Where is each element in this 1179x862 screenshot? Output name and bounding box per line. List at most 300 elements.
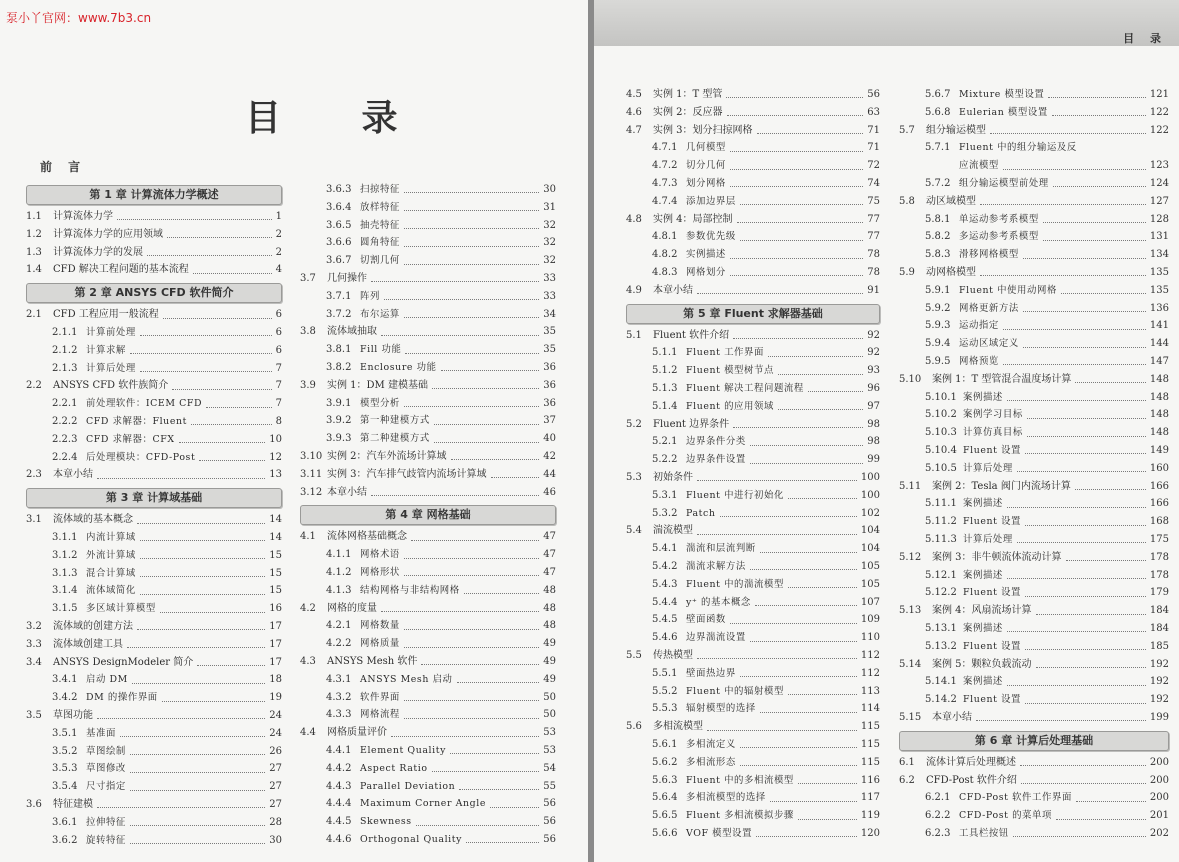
toc-entry-number: 1.4 xyxy=(26,264,42,276)
toc-entry-number: 5.6 xyxy=(626,721,642,733)
chapter-heading[interactable]: 第 4 章 网格基础 xyxy=(300,505,556,525)
toc-entry-title: 传热模型 xyxy=(653,650,693,661)
toc-entry-page: 37 xyxy=(543,415,556,427)
toc-entry-title: CFD 求解器：CFX xyxy=(86,433,175,445)
toc-leader-dots xyxy=(707,730,857,731)
toc-entry-page: 28 xyxy=(269,816,282,828)
toc-entry-number: 5.6.6 xyxy=(652,828,678,839)
toc-entry-5-3[interactable] xyxy=(626,469,880,487)
toc-entry-3-4-1[interactable] xyxy=(52,671,282,689)
toc-entry-number: 5.1.3 xyxy=(652,383,678,394)
toc-entry-number: 5.2 xyxy=(626,418,642,430)
toc-entry-page: 17 xyxy=(269,638,282,650)
toc-entry-page: 96 xyxy=(867,383,880,394)
toc-entry-title: 参数优先级 xyxy=(686,231,736,243)
toc-entry-page: 24 xyxy=(269,710,282,721)
toc-entry-4-5[interactable] xyxy=(626,86,880,104)
toc-entry-1-3[interactable] xyxy=(26,244,282,262)
toc-entry-5-4-3[interactable] xyxy=(652,576,880,594)
toc-entry-number: 5.10.1 xyxy=(925,391,957,403)
toc-entry-5-9-3[interactable] xyxy=(925,317,1169,335)
toc-leader-dots xyxy=(137,629,265,630)
toc-leader-dots xyxy=(778,374,863,375)
toc-entry-4-4-4[interactable] xyxy=(326,795,556,813)
toc-entry-page: 178 xyxy=(1149,551,1169,563)
toc-entry-5-13-2[interactable] xyxy=(925,638,1169,656)
toc-entry-page: 49 xyxy=(543,638,556,650)
toc-entry-number: 5.3 xyxy=(626,472,642,483)
toc-entry-page: 179 xyxy=(1149,587,1169,599)
toc-entry-5-5-1[interactable] xyxy=(652,665,880,683)
toc-entry-4-2[interactable] xyxy=(300,600,556,618)
toc-entry-number: 5.14 xyxy=(899,658,922,670)
toc-entry-title: Fluent 边界条件 xyxy=(653,418,730,430)
toc-entry-title: 组分输运模型前处理 xyxy=(959,178,1049,189)
toc-entry-page: 115 xyxy=(860,721,880,733)
toc-entry-5-11-2[interactable] xyxy=(925,513,1169,531)
toc-entry-4-7-1[interactable] xyxy=(652,139,880,157)
toc-leader-dots xyxy=(733,427,863,428)
toc-entry-title: 湍流求解方法 xyxy=(686,561,746,572)
toc-entry-4-9[interactable] xyxy=(626,282,880,300)
toc-entry-5-6-5[interactable] xyxy=(652,807,880,825)
toc-entry-5-6-7[interactable] xyxy=(925,86,1169,104)
toc-entry-5-6-1[interactable] xyxy=(652,736,880,754)
toc-entry-3-5[interactable] xyxy=(26,707,282,725)
toc-entry-5-4[interactable] xyxy=(626,522,880,540)
toc-entry-title: 布尔运算 xyxy=(360,308,400,320)
toc-entry-title: 实例 1：DM 建模基础 xyxy=(327,379,428,391)
toc-entry-number: 5.11.1 xyxy=(925,498,957,510)
toc-leader-dots xyxy=(1023,311,1146,312)
toc-entry-number: 5.12 xyxy=(899,551,922,563)
toc-leader-dots xyxy=(768,356,863,357)
toc-entry-5-2-1[interactable] xyxy=(652,433,880,451)
toc-entry-4-3-3[interactable] xyxy=(326,706,556,724)
toc-entry-5-10-5[interactable] xyxy=(925,460,1169,478)
toc-entry-6-2-3[interactable] xyxy=(925,825,1169,843)
toc-leader-dots xyxy=(1027,418,1146,419)
chapter-heading[interactable]: 第 1 章 计算流体力学概述 xyxy=(26,185,282,205)
toc-entry-2-2-3[interactable] xyxy=(52,431,282,449)
toc-entry-5-4-4[interactable] xyxy=(652,594,880,612)
toc-entry-3-7[interactable] xyxy=(300,270,556,288)
toc-entry-5-11[interactable] xyxy=(899,478,1169,496)
chapter-heading[interactable]: 第 3 章 计算域基础 xyxy=(26,488,282,508)
toc-entry-page: 48 xyxy=(543,620,556,632)
toc-entry-3-6-5[interactable] xyxy=(326,217,556,235)
toc-entry-2-1-1[interactable] xyxy=(52,324,282,342)
toc-entry-4-4-2[interactable] xyxy=(326,760,556,778)
toc-entry-5-10-4[interactable] xyxy=(925,442,1169,460)
toc-entry-3-8-2[interactable] xyxy=(326,359,556,377)
toc-entry-page: 98 xyxy=(867,418,880,430)
toc-entry-5-10[interactable] xyxy=(899,371,1169,389)
toc-leader-dots xyxy=(130,790,265,791)
toc-entry-3-6-1[interactable] xyxy=(52,814,282,832)
toc-entry-title: 草图修改 xyxy=(86,763,126,775)
preface-entry[interactable]: 前 言 xyxy=(40,160,87,174)
toc-entry-3-6-3[interactable] xyxy=(326,181,556,199)
toc-entry-4-7[interactable] xyxy=(626,122,880,140)
toc-leader-dots xyxy=(740,747,857,748)
toc-entry-3-1-2[interactable] xyxy=(52,547,282,565)
toc-entry-number: 4.8.2 xyxy=(652,249,678,261)
toc-entry-5-12[interactable] xyxy=(899,549,1169,567)
toc-entry-2-2[interactable] xyxy=(26,377,282,395)
toc-entry-5-11-3[interactable] xyxy=(925,531,1169,549)
toc-entry-number: 3.6 xyxy=(26,799,42,810)
toc-entry-3-1-3[interactable] xyxy=(52,565,282,583)
toc-entry-3-4[interactable] xyxy=(26,654,282,672)
toc-leader-dots xyxy=(697,480,857,481)
toc-entry-page: 99 xyxy=(867,454,880,466)
toc-entry-page: 105 xyxy=(860,578,880,590)
toc-entry-number: 5.13 xyxy=(899,605,922,617)
toc-entry-4-7-3[interactable] xyxy=(652,175,880,193)
toc-entry-page: 71 xyxy=(867,124,880,136)
toc-entry-page: 14 xyxy=(269,514,282,526)
toc-entry-4-2-2[interactable] xyxy=(326,635,556,653)
toc-entry-number: 3.1 xyxy=(26,514,42,526)
toc-entry-number: 2.3 xyxy=(26,469,42,481)
toc-entry-4-1[interactable] xyxy=(300,528,556,546)
toc-leader-dots xyxy=(798,783,857,784)
toc-entry-title: 软件界面 xyxy=(360,691,400,703)
toc-entry-page: 56 xyxy=(543,798,556,810)
toc-entry-4-4[interactable] xyxy=(300,724,556,742)
toc-entry-page: 31 xyxy=(543,201,556,213)
toc-entry-5-10-3[interactable] xyxy=(925,424,1169,442)
toc-entry-title: 划分网格 xyxy=(686,178,726,189)
toc-entry-5-4-5[interactable] xyxy=(652,611,880,629)
toc-entry-3-8[interactable] xyxy=(300,323,556,341)
toc-entry-3-1-5[interactable] xyxy=(52,600,282,618)
toc-entry-page: 147 xyxy=(1149,356,1169,367)
toc-entry-6-2-2[interactable] xyxy=(925,807,1169,825)
toc-entry-5-3-2[interactable] xyxy=(652,505,880,523)
toc-column-right-2 xyxy=(899,86,1169,862)
toc-entry-number: 1.1 xyxy=(26,211,42,222)
toc-entry-5-1-3[interactable] xyxy=(652,380,880,398)
toc-entry-page: 47 xyxy=(543,567,556,578)
toc-entry-5-10-1[interactable] xyxy=(925,389,1169,407)
toc-entry-page: 75 xyxy=(867,195,880,207)
toc-entry-5-8-2[interactable] xyxy=(925,228,1169,246)
toc-entry-page: 141 xyxy=(1149,320,1169,332)
toc-entry-page: 49 xyxy=(543,656,556,667)
toc-leader-dots xyxy=(179,442,266,443)
toc-entry-2-1[interactable] xyxy=(26,306,282,324)
toc-entry-number: 2.1 xyxy=(26,309,42,321)
toc-entry-5-6-3[interactable] xyxy=(652,772,880,790)
toc-entry-number: 5.7.1 xyxy=(925,142,951,154)
toc-entry-title: DM 的操作界面 xyxy=(86,692,158,704)
toc-entry-number: 5.6.3 xyxy=(652,774,678,786)
toc-entry-title: 网格预览 xyxy=(959,356,999,367)
toc-entry-5-1-2[interactable] xyxy=(652,362,880,380)
toc-entry-title: 计算流体力学的发展 xyxy=(53,246,143,258)
toc-entry-title: 实例 1：T 型管 xyxy=(653,89,723,100)
toc-entry-page: 78 xyxy=(867,249,880,261)
toc-entry-5-1-1[interactable] xyxy=(652,344,880,362)
toc-entry-4-4-1[interactable] xyxy=(326,742,556,760)
toc-leader-dots xyxy=(132,683,265,684)
toc-entry-5-6-6[interactable] xyxy=(652,825,880,843)
toc-entry-number: 5.5.1 xyxy=(652,667,678,679)
toc-entry-5-8-3[interactable] xyxy=(925,246,1169,264)
toc-entry-page: 13 xyxy=(269,469,282,481)
toc-entry-5-1[interactable] xyxy=(626,327,880,345)
toc-entry-5-11-1[interactable] xyxy=(925,495,1169,513)
toc-entry-number: 5.9.4 xyxy=(925,338,951,350)
toc-entry-number: 4.3 xyxy=(300,656,316,667)
toc-entry-1-2[interactable] xyxy=(26,226,282,244)
toc-entry-3-10[interactable] xyxy=(300,448,556,466)
toc-leader-dots xyxy=(730,623,857,624)
toc-entry-3-9[interactable] xyxy=(300,377,556,395)
toc-entry-6-2[interactable] xyxy=(899,772,1169,790)
toc-entry-5-3-1[interactable] xyxy=(652,487,880,505)
toc-entry-5-8[interactable] xyxy=(899,193,1169,211)
toc-entry-4-4-6[interactable] xyxy=(326,831,556,849)
chapter-heading[interactable]: 第 5 章 Fluent 求解器基础 xyxy=(626,304,880,324)
toc-entry-page: 77 xyxy=(867,231,880,243)
toc-entry-number: 3.8.1 xyxy=(326,344,352,356)
toc-entry-number: 5.9.3 xyxy=(925,320,951,332)
toc-entry-3-1[interactable] xyxy=(26,511,282,529)
toc-entry-4-6[interactable] xyxy=(626,104,880,122)
toc-entry-5-9-5[interactable] xyxy=(925,353,1169,371)
toc-entry-page: 104 xyxy=(860,525,880,537)
toc-entry-3-5-4[interactable] xyxy=(52,778,282,796)
toc-entry-page: 17 xyxy=(269,656,282,668)
toc-entry-5-14-2[interactable] xyxy=(925,691,1169,709)
toc-entry-3-3[interactable] xyxy=(26,636,282,654)
toc-leader-dots xyxy=(798,819,857,820)
toc-entry-title: ANSYS DesignModeler 简介 xyxy=(53,656,194,668)
toc-entry-page: 53 xyxy=(543,745,556,756)
toc-entry-5-9[interactable] xyxy=(899,264,1169,282)
toc-entry-3-9-2[interactable] xyxy=(326,412,556,430)
toc-entry-3-2[interactable] xyxy=(26,618,282,636)
toc-entry-5-7-1[interactable] xyxy=(925,139,1169,157)
toc-entry-1-1[interactable] xyxy=(26,208,282,226)
toc-entry-title: Fluent 中的组分输运及反 xyxy=(959,142,1077,154)
toc-entry-2-3[interactable] xyxy=(26,466,282,484)
toc-entry-page: 124 xyxy=(1149,178,1169,189)
toc-entry-3-5-2[interactable] xyxy=(52,743,282,761)
toc-entry-5-5-2[interactable] xyxy=(652,683,880,701)
toc-leader-dots xyxy=(381,335,539,336)
toc-entry-title: 流体域抽取 xyxy=(327,326,377,338)
toc-entry-5-4-2[interactable] xyxy=(652,558,880,576)
chapter-heading[interactable]: 第 2 章 ANSYS CFD 软件简介 xyxy=(26,283,282,303)
toc-entry-page: 27 xyxy=(269,781,282,793)
toc-entry-5-10-2[interactable] xyxy=(925,406,1169,424)
toc-entry-page: 54 xyxy=(543,762,556,774)
toc-entry-page: 192 xyxy=(1149,658,1169,670)
toc-entry-4-7-4[interactable] xyxy=(652,193,880,211)
toc-leader-dots xyxy=(140,558,265,559)
toc-entry-page: 56 xyxy=(867,89,880,100)
toc-entry-number: 5.13.2 xyxy=(925,640,957,652)
toc-entry-5-14[interactable] xyxy=(899,656,1169,674)
toc-leader-dots xyxy=(421,664,539,665)
toc-entry-page: 32 xyxy=(543,237,556,249)
toc-entry-4-7-2[interactable] xyxy=(652,157,880,175)
toc-entry-5-12-1[interactable] xyxy=(925,567,1169,585)
toc-entry-4-3-2[interactable] xyxy=(326,689,556,707)
toc-entry-3-1-1[interactable] xyxy=(52,529,282,547)
toc-entry-page: 17 xyxy=(269,621,282,632)
toc-leader-dots xyxy=(147,255,272,256)
toc-entry-2-1-2[interactable] xyxy=(52,342,282,360)
toc-leader-dots xyxy=(384,299,539,300)
toc-entry-title: ANSYS CFD 软件族简介 xyxy=(53,380,169,392)
toc-entry-3-9-3[interactable] xyxy=(326,430,556,448)
toc-entry-number: 6.2.3 xyxy=(925,828,951,839)
toc-entry-3-5-3[interactable] xyxy=(52,760,282,778)
toc-entry-page: 50 xyxy=(543,709,556,721)
toc-entry-5-4-1[interactable] xyxy=(652,540,880,558)
toc-entry-title: 计算仿真目标 xyxy=(963,427,1023,439)
toc-entry-5-9-1[interactable] xyxy=(925,282,1169,300)
toc-entry-3-11[interactable] xyxy=(300,466,556,484)
toc-entry-3-9-1[interactable] xyxy=(326,395,556,413)
toc-entry-number: 5.14.1 xyxy=(925,676,957,688)
toc-entry-3-6-7[interactable] xyxy=(326,252,556,270)
toc-entry-title: 流体域的创建方法 xyxy=(53,621,133,632)
toc-entry-page: 71 xyxy=(867,142,880,154)
toc-entry-4-2-1[interactable] xyxy=(326,617,556,635)
toc-entry-5-8-1[interactable] xyxy=(925,211,1169,229)
toc-leader-dots xyxy=(1025,453,1146,454)
toc-leader-dots xyxy=(757,133,864,134)
toc-entry-3-6-2[interactable] xyxy=(52,832,282,850)
toc-entry-4-3-1[interactable] xyxy=(326,671,556,689)
toc-entry-title: 湍流和层流判断 xyxy=(686,543,756,555)
toc-entry-title: Fluent 中使用动网格 xyxy=(959,284,1057,296)
toc-entry-title: 网格流程 xyxy=(360,709,400,721)
toc-entry-5-15[interactable] xyxy=(899,709,1169,727)
toc-leader-dots xyxy=(1007,507,1146,508)
toc-entry-4-8-1[interactable] xyxy=(652,228,880,246)
toc-entry-title: Fluent 设置 xyxy=(963,445,1022,456)
toc-entry-number: 4.4.4 xyxy=(326,798,352,810)
toc-leader-dots xyxy=(140,335,272,336)
toc-leader-dots xyxy=(1025,703,1146,704)
toc-entry-number: 5.9.1 xyxy=(925,284,951,296)
toc-entry-5-2[interactable] xyxy=(626,416,880,434)
toc-entry-number: 2.2.1 xyxy=(52,398,78,410)
toc-entry-2-2-2[interactable] xyxy=(52,413,282,431)
toc-entry-5-2-2[interactable] xyxy=(652,451,880,469)
toc-entry-4-4-3[interactable] xyxy=(326,778,556,796)
toc-entry-6-2-1[interactable] xyxy=(925,789,1169,807)
toc-entry-title: 旋转特征 xyxy=(86,834,126,846)
toc-entry-2-1-3[interactable] xyxy=(52,360,282,378)
toc-entry-5-5-3[interactable] xyxy=(652,700,880,718)
toc-entry-5-14-1[interactable] xyxy=(925,673,1169,691)
toc-entry-4-8[interactable] xyxy=(626,211,880,229)
toc-entry-5-7-2[interactable] xyxy=(925,175,1169,193)
toc-entry-number: 3.8.2 xyxy=(326,362,352,373)
toc-entry-3-8-1[interactable] xyxy=(326,341,556,359)
toc-leader-dots xyxy=(750,463,863,464)
toc-entry-page: 128 xyxy=(1149,213,1169,225)
toc-entry-5-5[interactable] xyxy=(626,647,880,665)
toc-entry-title: Fluent 的应用领域 xyxy=(686,400,774,412)
toc-entry-5-13-1[interactable] xyxy=(925,620,1169,638)
toc-entry-5-13[interactable] xyxy=(899,602,1169,620)
toc-entry-5-1-4[interactable] xyxy=(652,398,880,416)
toc-entry-3-6-6[interactable] xyxy=(326,234,556,252)
toc-entry-5-9-4[interactable] xyxy=(925,335,1169,353)
toc-entry-4-8-3[interactable] xyxy=(652,264,880,282)
toc-entry-3-6-4[interactable] xyxy=(326,199,556,217)
toc-entry-4-4-5[interactable] xyxy=(326,813,556,831)
toc-entry-5-6-8[interactable] xyxy=(925,104,1169,122)
toc-entry-5-9-2[interactable] xyxy=(925,300,1169,318)
toc-entry-5-6[interactable] xyxy=(626,718,880,736)
chapter-heading[interactable]: 第 6 章 计算后处理基础 xyxy=(899,731,1169,751)
toc-entry-3-12[interactable] xyxy=(300,484,556,502)
toc-entry-6-1[interactable] xyxy=(899,754,1169,772)
toc-entry-page: 36 xyxy=(543,397,556,409)
toc-entry-3-7-2[interactable] xyxy=(326,306,556,324)
toc-entry-3-5-1[interactable] xyxy=(52,725,282,743)
toc-entry-title: 壁面函数 xyxy=(686,614,726,626)
toc-entry-5-4-6[interactable] xyxy=(652,629,880,647)
toc-entry-number: 5.8 xyxy=(899,195,915,207)
toc-leader-dots xyxy=(1023,347,1146,348)
toc-entry-2-2-1[interactable] xyxy=(52,395,282,413)
toc-entry-5-7[interactable] xyxy=(899,122,1169,140)
toc-entry-5-6-4[interactable] xyxy=(652,789,880,807)
toc-entry-page: 47 xyxy=(543,531,556,543)
toc-entry-5-6-2[interactable] xyxy=(652,754,880,772)
toc-entry-4-1-1[interactable] xyxy=(326,546,556,564)
toc-entry-title: CFD-Post 的菜单项 xyxy=(959,810,1052,822)
toc-leader-dots xyxy=(140,371,272,372)
toc-entry-number: 5.6.7 xyxy=(925,89,951,100)
toc-entry-4-8-2[interactable] xyxy=(652,246,880,264)
toc-entry-3-4-2[interactable] xyxy=(52,689,282,707)
toc-entry-1-4[interactable] xyxy=(26,261,282,279)
toc-entry-4-1-2[interactable] xyxy=(326,564,556,582)
toc-leader-dots xyxy=(990,133,1146,134)
toc-entry-4-3[interactable] xyxy=(300,653,556,671)
toc-entry-3-6[interactable] xyxy=(26,796,282,814)
toc-entry-cont-4[interactable] xyxy=(925,157,1169,175)
toc-entry-title: 阵列 xyxy=(360,290,380,302)
toc-entry-page: 7 xyxy=(275,398,282,410)
toc-entry-title: 网格划分 xyxy=(686,267,726,278)
toc-entry-3-7-1[interactable] xyxy=(326,288,556,306)
toc-entry-number: 5.11 xyxy=(899,480,922,492)
toc-entry-3-1-4[interactable] xyxy=(52,582,282,600)
toc-entry-title: Eulerian 模型设置 xyxy=(959,106,1048,118)
toc-leader-dots xyxy=(130,825,265,826)
toc-entry-number: 5.12.1 xyxy=(925,569,957,581)
toc-entry-4-1-3[interactable] xyxy=(326,582,556,600)
toc-entry-title: y⁺ 的基本概念 xyxy=(686,596,751,608)
toc-entry-2-2-4[interactable] xyxy=(52,449,282,467)
toc-entry-title: 网格形状 xyxy=(360,567,400,578)
toc-entry-number: 3.9.2 xyxy=(326,415,352,427)
toc-entry-5-12-2[interactable] xyxy=(925,584,1169,602)
